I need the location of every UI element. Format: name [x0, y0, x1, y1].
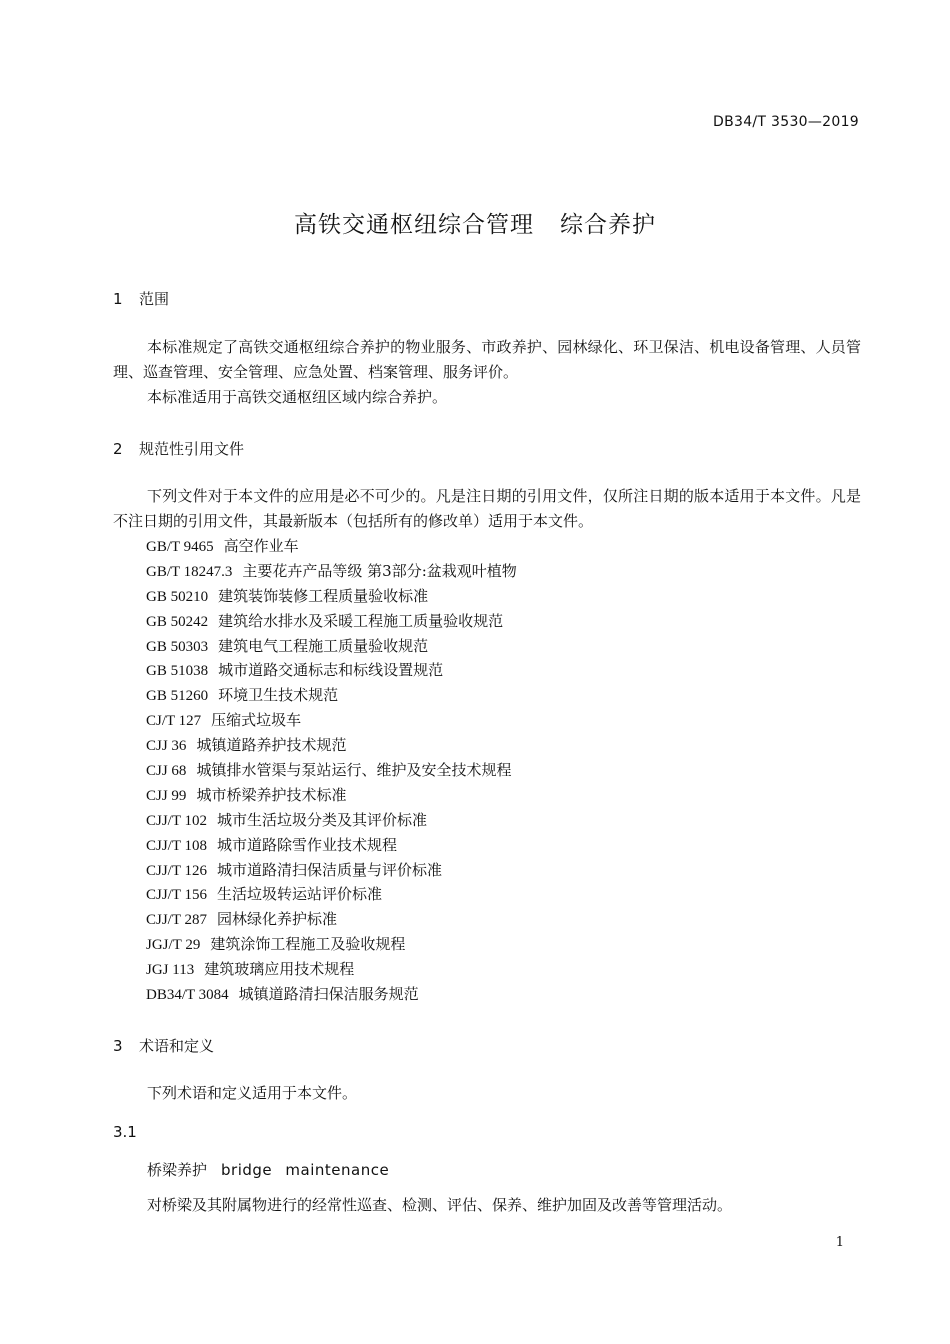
reference-title: 城市道路清扫保洁质量与评价标准: [217, 860, 443, 879]
reference-title: 建筑装饰装修工程质量验收标准: [218, 586, 429, 605]
reference-code: GB 50303: [146, 638, 209, 655]
terms-intro: 下列术语和定义适用于本文件。: [147, 1084, 358, 1102]
scope-paragraph-2: 本标准适用于高铁交通枢纽区域内综合养护。: [147, 388, 448, 406]
reference-item: [146, 758, 517, 783]
reference-code: CJJ/T 102: [146, 812, 207, 829]
reference-item: [146, 858, 517, 883]
reference-item: [146, 534, 517, 559]
reference-code: JGJ/T 29: [146, 937, 201, 954]
reference-title: 城市道路交通标志和标线设置规范: [218, 661, 444, 680]
reference-title: 生活垃圾转运站评价标准: [217, 885, 383, 904]
document-title: [0, 206, 950, 239]
section-number: 1: [113, 290, 123, 308]
reference-title: 建筑电气工程施工质量验收规范: [218, 636, 429, 655]
reference-item: [146, 634, 517, 659]
reference-item: [146, 808, 517, 833]
reference-code: GB 50210: [146, 588, 209, 605]
reference-title: 环境卫生技术规范: [218, 686, 339, 705]
reference-title: 压缩式垃圾车: [211, 711, 302, 730]
reference-list: [146, 534, 517, 1007]
reference-title: 城市生活垃圾分类及其评价标准: [217, 810, 428, 829]
reference-title: 高空作业车: [223, 537, 299, 555]
reference-code: CJJ/T 108: [146, 837, 207, 854]
reference-code: JGJ 113: [146, 962, 195, 979]
reference-item: [146, 932, 517, 957]
reference-title: 建筑涂饰工程施工及验收规程: [210, 935, 406, 954]
reference-item: [146, 609, 517, 634]
reference-item: [146, 783, 517, 808]
scope-paragraph-1: 本标准规定了高铁交通枢纽综合养护的物业服务、市政养护、园林绿化、环卫保洁、机电设备管理、人员管理、巡查管理、安全管理、应急处置、档案管理、服务评价。: [113, 338, 861, 381]
section-2-heading: [113, 438, 244, 459]
reference-item: [146, 708, 517, 733]
reference-item: [146, 733, 517, 758]
page-number: 1: [835, 1235, 844, 1250]
section-number: 3: [113, 1037, 123, 1055]
reference-item: [146, 559, 517, 584]
standard-code: DB34/T 3530—2019: [713, 114, 859, 130]
reference-code: CJJ/T 126: [146, 862, 207, 879]
reference-item: [146, 882, 517, 907]
reference-item: [146, 658, 517, 683]
reference-title: 建筑给水排水及采暖工程施工质量验收规范: [218, 611, 504, 630]
reference-title: 主要花卉产品等级 第3部分:盆栽观叶植物: [242, 561, 517, 580]
reference-code: DB34/T 3084: [146, 987, 229, 1004]
reference-code: GB/T 18247.3: [146, 563, 233, 580]
section-title: 范围: [139, 290, 170, 308]
reference-code: CJJ 99: [146, 787, 187, 804]
reference-item: [146, 584, 517, 609]
reference-code: CJJ 68: [146, 763, 187, 780]
reference-item: [146, 683, 517, 708]
term-english: bridge maintenance: [221, 1161, 390, 1179]
section-title: 规范性引用文件: [139, 440, 245, 458]
reference-code: GB 50242: [146, 613, 209, 630]
reference-title: 城市桥梁养护技术标准: [196, 785, 347, 804]
term-definition: 对桥梁及其附属物进行的经常性巡查、检测、评估、保养、维护加固及改善等管理活动。: [147, 1196, 733, 1214]
reference-title: 园林绿化养护标准: [217, 910, 338, 929]
references-intro: 下列文件对于本文件的应用是必不可少的。凡是注日期的引用文件，仅所注日期的版本适用于本文件。凡是不注日期的引用文件，其最新版本（包括所有的修改单）适用于本文件。: [113, 487, 861, 530]
reference-item: [146, 907, 517, 932]
reference-title: 城镇道路清扫保洁服务规范: [238, 985, 419, 1004]
reference-title: 城市道路除雪作业技术规程: [217, 835, 398, 854]
reference-title: 城镇道路养护技术规范: [196, 736, 347, 755]
reference-code: CJJ 36: [146, 738, 187, 755]
section-1-heading: [113, 288, 169, 309]
reference-item: [146, 833, 517, 858]
reference-code: CJJ/T 287: [146, 912, 207, 929]
reference-code: GB 51260: [146, 688, 209, 705]
section-number: 2: [113, 440, 123, 458]
section-title: 术语和定义: [139, 1037, 215, 1055]
section-3-heading: [113, 1035, 214, 1056]
term-chinese: 桥梁养护: [147, 1161, 208, 1179]
reference-title: 城镇排水管渠与泵站运行、维护及安全技术规程: [196, 761, 512, 780]
reference-item: [146, 982, 517, 1007]
reference-code: CJ/T 127: [146, 713, 202, 730]
reference-code: GB/T 9465: [146, 539, 214, 555]
title-sub: 综合养护: [560, 212, 656, 238]
clause-number: 3.1: [113, 1123, 137, 1141]
term-entry: [147, 1159, 389, 1180]
title-main: 高铁交通枢纽综合管理: [294, 212, 534, 238]
reference-title: 建筑玻璃应用技术规程: [204, 960, 355, 979]
reference-code: GB 51038: [146, 663, 209, 680]
reference-item: [146, 957, 517, 982]
reference-code: CJJ/T 156: [146, 887, 207, 904]
